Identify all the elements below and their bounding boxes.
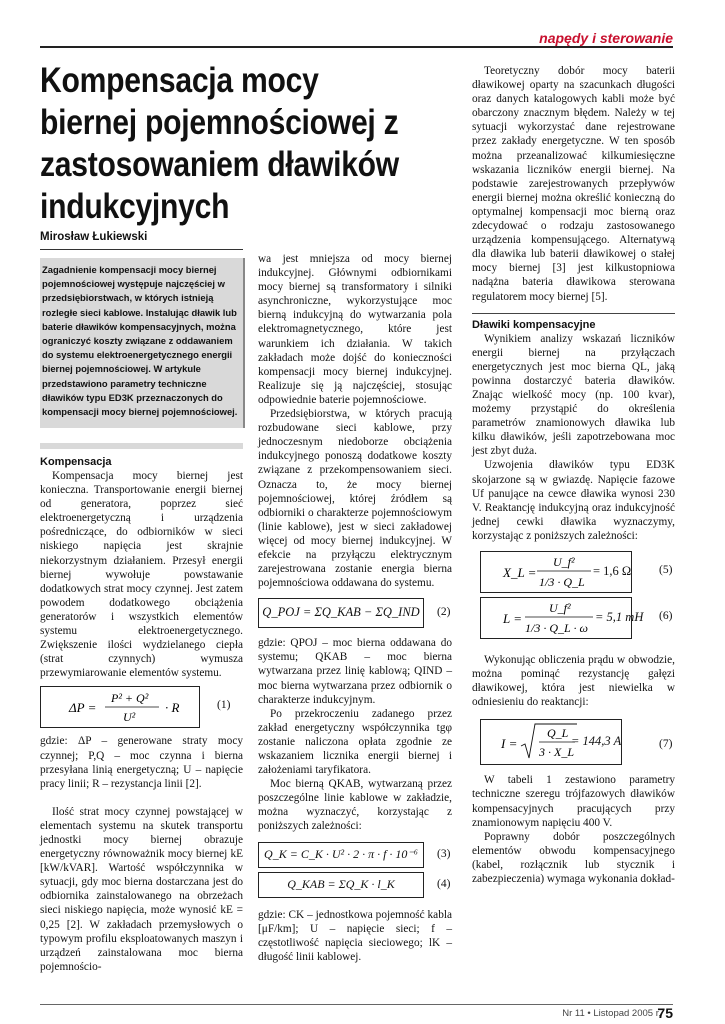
svg-text:I =: I =: [501, 736, 518, 752]
paragraph: W tabeli 1 zestawiono parametry techniczne szeregu trójfazowych dławików kompensacyjnych pracujących przy znamionowym napięciu 400 V.: [472, 774, 675, 829]
equation-5-formula: [481, 552, 601, 592]
paragraph: gdzie: ΔP – generowane straty mocy czynnej; P,Q – moc czynna i bierna przesyłana linią energetyczną; U – napięcie pracy linii; R – rezystancja linii [2].: [40, 735, 243, 790]
equation-7-result: = 144,3 A: [571, 734, 622, 749]
section-tag: napędy i sterowanie: [539, 30, 673, 46]
svg-text:· R: · R: [165, 700, 180, 716]
paragraph: wa jest mniejsza od mocy biernej indukcyjnej. Głównymi odbiornikami mocy biernej są transformatory i silniki asynchroniczne, wykorzystujące moc bierną indukcyjną do wytwarzania pola elektromagnetycznego, które jest warunkiem ich działania. W takich zakładach może dojść do konieczności kompensacji mocy biernej indukcyjnej. Realizuje się ją najczęściej, stosując odpowiednie baterie pojemnościowe.: [258, 253, 452, 406]
equation-5: [480, 551, 673, 593]
lead-bottom-rule: [40, 443, 243, 449]
equation-2: [258, 598, 451, 628]
author: Mirosław Łukiewski: [40, 231, 148, 243]
paragraph: Poprawny dobór poszczególnych elementów obwodu kompensacyjnego (kabel, rozłącznik lub stycznik i zabezpieczenia) wymaga wykonania dokład-: [472, 830, 675, 886]
equation-7: [480, 719, 673, 765]
paragraph: gdzie: QPOJ – moc bierna oddawana do systemu; QKAB – moc bierna wytwarzana przez linię kablową; QIND – moc bierna wytwarzana przez odbiornik o charakterze indukcyjnym.: [258, 637, 452, 706]
paragraph: gdzie: CK – jednostkowa pojemność kabla [μF/km]; U – napięcie sieci; f – częstotliwość napięcia sieciowego; lK – długość linii kablowej.: [258, 908, 452, 963]
equation-1: [40, 686, 231, 728]
section-heading-dlawiki: Dławiki kompensacyjne: [472, 318, 596, 331]
svg-text:U_f²: U_f²: [549, 601, 571, 615]
svg-text:P² + Q²: P² + Q²: [111, 691, 149, 706]
equation-number: (4): [437, 877, 451, 890]
equation-6-result: = 5,1 mH: [595, 610, 644, 624]
svg-text:ΔP =: ΔP =: [69, 700, 97, 716]
article-title: Kompensacja mocy biernej pojemnościowej z zastosowaniem dławików indukcyjnych: [40, 61, 399, 226]
equation-number: (2): [437, 606, 451, 619]
page-number: 75: [657, 1005, 673, 1021]
equation-4-formula: Q_KAB = ΣQ_K · l_K: [287, 876, 395, 891]
equation-number: (7): [659, 738, 673, 751]
paragraph: Ilość strat mocy czynnej powstającej w elementach systemu na skutek transportu jednostki mocy biernej obrazuje energetyczny równoważnik mocy biernej kE [kW/kVAR]. Wartość współczynnika w sytuacji, gdy moc bierna dostarczana jest do odbiornika zainstalowanego na obrzeżach sieci niskiego napięcia, może wynosić kE = 0,25 [2]. W zakładach przemysłowych o typowym profilu eksploatowanych maszyn i urządzeń zainstalowana moc bierna pojemnościo-: [40, 805, 243, 973]
equation-number: (5): [659, 564, 673, 576]
svg-text:3 · X_L: 3 · X_L: [539, 745, 575, 760]
paragraph: Teoretyczny dobór mocy baterii dławikowej oparty na szacunkach długości oraz danych katalogowych kabli może być obarczony znacznym błędem. Należy w tej sytuacji wykorzystać dane rejestrowane przez zakłady energetyczne. W ten sposób można przeanalizować kilkumiesięczne wskazania liczników energii biernej. Na podstawie zarejestrowanych przepływów energii biernej można określić konieczną do optymalnej kompensacji moc bierną oraz zdecydować o rodzaju zastosowanego urządzenia kompensującego. Alternatywą dla dławika lub baterii dławikowej o stałej mocy biernej [3] jest kilkustopniowa nadążna bateria dławikowa sterowana regulatorem mocy biernej [5].: [472, 65, 675, 303]
svg-text:1/3 · Q_L: 1/3 · Q_L: [539, 575, 585, 589]
svg-text:X_L =: X_L =: [503, 565, 537, 580]
equation-2-formula: Q_POJ = ΣQ_KAB − ΣQ_IND: [262, 605, 420, 620]
equation-5-result: = 1,6 Ω: [593, 564, 632, 578]
section-rule: [472, 313, 675, 314]
svg-text:Q_L: Q_L: [547, 726, 569, 741]
equation-number: (6): [659, 610, 673, 622]
equation-number: (1): [217, 699, 231, 712]
header-rule: [40, 46, 673, 48]
equation-3: [258, 842, 451, 868]
equation-3-formula: Q_K = C_K · U² · 2 · π · f · 10⁻⁶: [264, 846, 418, 861]
equation-1-formula: [41, 687, 199, 727]
svg-text:1/3 · Q_L · ω: 1/3 · Q_L · ω: [525, 621, 588, 635]
author-rule: [40, 249, 243, 250]
paragraph: Przedsiębiorstwa, w których pracują rozbudowane sieci kablowe, przy jednoczesnym niedoborze obciążenia indukcyjnego ponoszą dodatkowe koszty związane z przekompensowaniem sieci. Oznacza to, że mocy biernej pojemnościowej, której źródłem są odbiorniki o charakterze pojemnościowym (linie kablowe), jest w sieci zakładowej więcej od mocy biernej indukcyjnej. W efekcie na przyłączu elektrycznym zarejestrowana zostanie energia bierna pojemnościowa oddawana do systemu.: [258, 408, 452, 590]
footer-issue: Nr 11 • Listopad 2005 r.: [562, 1008, 661, 1019]
paragraph: Wynikiem analizy wskazań liczników energii biernej na przyłączach energetycznych jest moc bierna QL, jaką powinna dostarczyć bateria dławików. Znając wielkość mocy (np. 100 kvar), możemy przystąpić do określenia parametrów znamionowych dławika lub kilku dławików, jeśli zapotrzebowana moc jest zbyt duża.: [472, 332, 675, 458]
svg-text:U²: U²: [123, 710, 136, 725]
equation-6-formula: [481, 598, 601, 638]
column-1: [40, 456, 243, 974]
svg-text:L =: L =: [503, 611, 523, 626]
column-2: [258, 252, 452, 964]
svg-text:U_f²: U_f²: [553, 555, 575, 569]
column-3: [472, 64, 675, 886]
equation-7-formula: [481, 720, 581, 764]
equation-6: [480, 597, 673, 639]
section-heading-kompensacja: Kompensacja: [40, 456, 112, 468]
paragraph: Uzwojenia dławików typu ED3K skojarzone są w gwiazdę. Napięcie fazowe Uf panujące na cewce dławika wynosi 230 V. Reaktancję indukcyjną oraz indukcyjność jednej cewki dławika wyznaczymy, korzystając z poniższych zależności:: [472, 459, 675, 542]
paragraph: Kompensacja mocy biernej jest konieczna. Transportowanie energii biernej od generatora, poprzez sieć elektroenergetyczną i urządzenia pośredniczące, do odbiorników w sieci niskiego napięcia jest skrajnie niekorzystnym działaniem. Przesył energii biernej wywołuje powstawanie dodatkowych strat mocy czynnej. Jest zatem powodem dodatkowego obciążenia generatorów i wszystkich elementów systemu elektroenergetycznego. Zwiększenie ilości wydzielanego ciepła (strat czynnych) wymusza przewymiarowanie elementów systemu.: [40, 470, 243, 680]
paragraph: Wykonując obliczenia prądu w obwodzie, można pominąć rezystancję gałęzi dławikowej, która jest niewielka w odniesieniu do reaktancji:: [472, 654, 675, 709]
equation-number: (3): [437, 847, 451, 860]
footer-rule: [40, 1004, 673, 1005]
lead-text: Zagadnienie kompensacji mocy biernej pojemnościowej występuje najczęściej w przedsiębiorstwach, w których istnieją rozległe sieci kablowe. Instalując dławik lub baterie dławików kompensacyjnych, można ograniczyć koszty związane z oddawaniem do systemu elektroenergetycznego energii biernej pojemnościowej. W artykule przedstawiono parametry techniczne dławików typu ED3K przeznaczonych do kompensacji mocy biernej pojemnościowej.: [42, 264, 238, 418]
paragraph: Moc bierną QKAB, wytwarzaną przez poszczególne linie kablowe w zakładzie, można wyznaczyć, korzystając z poniższych zależności:: [258, 778, 452, 833]
paragraph: Po przekroczeniu zadanego przez zakład energetyczny współczynnika tgφ zostanie naliczona opłata zgodnie ze wskazaniem licznika energii biernej i założeniami taryfikatora.: [258, 707, 452, 777]
equation-4: [258, 872, 451, 898]
